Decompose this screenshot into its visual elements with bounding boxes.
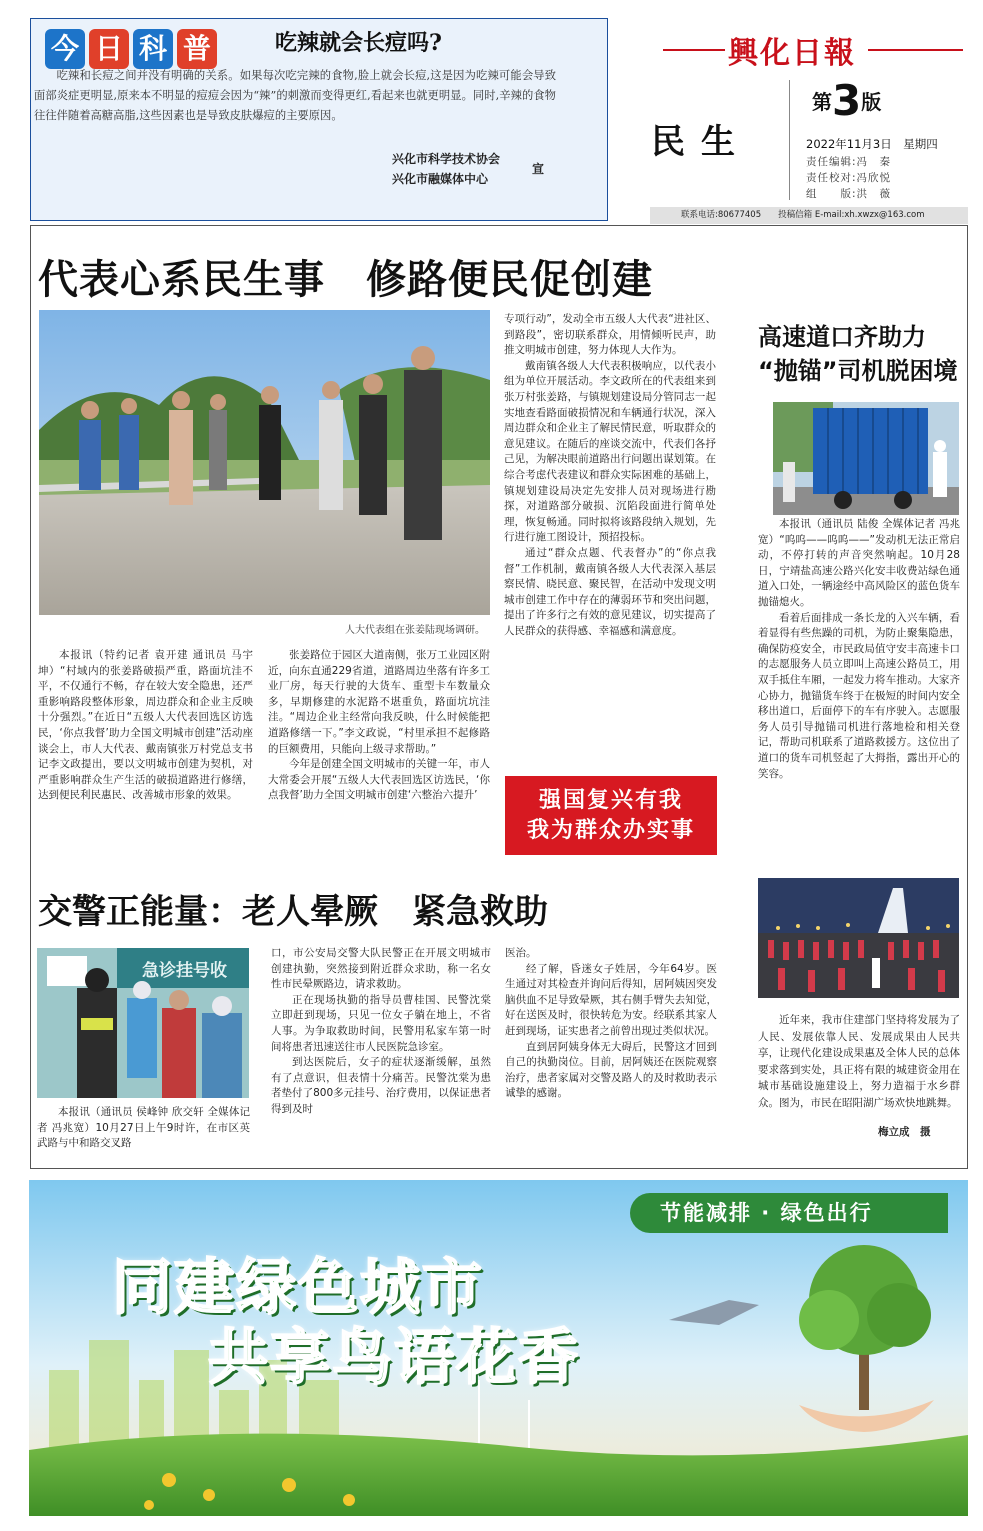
science-tile-3: 科: [133, 29, 173, 69]
science-tile-4: 普: [177, 29, 217, 69]
article3-paragraph: 正在现场执勤的指导员曹桂国、民警沈棠立即赶到现场，只见一位女子躺在地上，不省人事。为争取救助时间，民警用私家车第一时间将患者迅速送往市人民医院急诊室。: [271, 993, 491, 1053]
slogan-line-2: 我为群众办实事: [526, 818, 695, 843]
article2-headline-line-2: “抛锚”司机脱困境: [758, 357, 958, 385]
square-dance-image: [758, 878, 959, 998]
slogan-line-1: 强国复兴有我: [538, 788, 683, 813]
article3-headline: 交警正能量：老人晕厥 紧急救助: [38, 892, 548, 932]
edition-number: [812, 76, 882, 125]
article1-paragraph: 通过“群众点题、代表督办”的“你点我督”工作机制，戴南镇各级人大代表深入基层察民情、晓民意、聚民智，在活动中发现文明城市创建工作中存在的薄弱环节和突出问题，提出了许多行之有效的意见建议，切实提高了人民群众的获得感、幸福感和满意度。: [504, 546, 716, 637]
issue-date: 2022年11月3日 星期四: [806, 137, 938, 151]
article2-photo: [773, 402, 959, 515]
science-title: 吃辣就会长痘吗?: [275, 30, 442, 56]
science-tile-1: 今: [45, 29, 85, 69]
article1-column-1: [38, 648, 253, 804]
credit-proofreader: 责任校对:冯欣悦: [806, 172, 892, 184]
hospital-emergency-image: [37, 948, 249, 1098]
article1-column-3: [504, 312, 716, 639]
banner-slogan-line-1: 同建绿色城市: [112, 1253, 484, 1323]
masthead-rule-left: [663, 49, 725, 51]
article2-body: [758, 517, 960, 782]
banner-tagline: 节能减排 · 绿色出行: [630, 1193, 948, 1233]
article1-paragraph: 戴南镇各级人大代表积极响应，以代表小组为单位开展活动。李文政所在的代表组来到张万村张姜路，与镇规划建设局分管同志一起实地查看路面破损情况和车辆通行状况，深入周边群众和企业主了解民情民意，听取群众的意见建议。在随后的座谈交流中，代表们各抒己见，为解决眼前道路出行问题出谋划策。在综合考虑代表建议和群众实际困难的基础上，镇规划建设局决定先安排人员对现场进行勘探，对道路部分破损、沉陷段面进行简单处理，恢复畅通。同时拟将该路段纳入规划，先行进行施工图设计，预招投标。: [504, 359, 716, 544]
article3-column-1: [37, 1105, 250, 1152]
science-text: 吃辣和长痘之间并没有明确的关系。如果每次吃完辣的食物,脸上就会长痘,这是因为吃辣可能会导致面部炎症更明显,原来本不明显的痘痘会因为“辣”的刺激而变得更红,看起来也就更明显。同时,辛辣的食物往往伴随着高糖高脂,这些因素也是导致皮肤爆痘的主要原因。: [34, 69, 556, 122]
science-org-1: 兴化市科学技术协会: [392, 152, 501, 166]
truck-push-image: [773, 402, 959, 515]
photographer-credit: 梅立成 摄: [878, 1126, 931, 1138]
edition-prefix: 第: [812, 90, 832, 114]
article1-paragraph: 张姜路位于园区大道南侧，张万工业园区附近，向东直通229省道，道路周边坐落有许多工业厂房，每天行驶的大货车、重型卡车数量众多，早期修建的水泥路不堪重负，路面坑坑洼洼。“周边企业主经常向我反映，什么时候能把道路修缮一下。”李文政说，“村里承担不起修路的巨额费用，只能向上级寻求帮助。”: [268, 649, 490, 755]
article1-headline: 代表心系民生事 修路便民促创建: [38, 257, 653, 303]
emergency-sign-text: 急诊挂号收: [142, 961, 227, 981]
article3-column-2: [271, 946, 491, 1118]
article1-column-2: [268, 648, 490, 804]
article3-column-3: [505, 946, 717, 1102]
edition-digit: 3: [832, 76, 862, 125]
article2-paragraph: 本报讯（通讯员 陆俊 全媒体记者 冯兆宽）“呜呜——呜呜——”发动机无法正常启动，不停打转的声音突然响起。10月28日，宁靖盐高速公路兴化安丰收费站绿色通道入口处，一辆途经中高风险区的蓝色货车抛锚熄火。: [758, 518, 960, 608]
banner-slogan-line-2: 共享鸟语花香: [208, 1323, 580, 1393]
photo-story-caption: 近年来，我市住建部门坚持将发展为了人民、发展依靠人民、发展成果由人民共享，让现代化建设成果惠及全体人民的总体要求落到实处，具正将有限的城建资金用在城市基础设施建设上，努力造福于水乡群众。图为，市民在昭阳湖广场欢快地跳舞。: [758, 1014, 960, 1109]
science-org-suffix: 宣: [532, 162, 545, 176]
article2-headline-line-1: 高速道口齐助力: [758, 323, 926, 351]
article3-paragraph: 口，市公安局交警大队民警正在开展文明城市创建执勤，突然接到附近群众求助，称一名女性市民晕厥路边，请求救助。: [271, 947, 491, 991]
article3-paragraph: 到达医院后，女子的症状逐渐缓解，虽然有了点意识，但表情十分痛苦。民警沈棠为患者垫付了800多元挂号、治疗费用，以保证患者得到及时: [271, 1056, 491, 1115]
masthead-divider: [789, 80, 790, 200]
edition-suffix: 版: [861, 90, 882, 114]
newspaper-logo: 興化日報: [728, 36, 856, 71]
article1-photo-caption: 人大代表组在张姜陆现场调研。: [345, 625, 485, 636]
article3-paragraph: 经了解，昏迷女子姓居，今年64岁。医生通过对其检查并询问后得知，居阿姨因突发脑供血不足导致晕厥，其右侧手臂失去知觉，好在送医及时，很快转危为安。经联系其家人赶到现场，证实患者之前曾出现过类似状况。: [505, 962, 717, 1037]
article3-paragraph: 本报讯（通讯员 侯峰钟 欣交轩 全媒体记者 冯兆宽）10月27日上午9时许，在市区英武路与中和路交叉路: [37, 1106, 250, 1150]
contact-bar: 联系电话:80677405 投稿信箱 E-mail:xh.xwzx@163.com: [650, 207, 968, 224]
article1-paragraph: 专项行动”，发动全市五级人大代表“进社区、到路段”，密切联系群众，用情倾听民声，助推文明城市创建，努力体现人大作为。: [504, 313, 716, 357]
article2-headline: [758, 320, 968, 388]
article2-paragraph: 看着后面排成一条长龙的入兴车辆，看着显得有些焦躁的司机，为防止聚集隐患，确保防疫安全，市民政局值守安丰高速卡口的志愿服务人员立即叫上高速公路员工，用双手抵住车厢，一起发力将车推动。大家齐心协力，抛锚货车终于在极短的时间内安全移出道口，后面停下的车有序驶入。志愿服务人员引导抛锚司机进行落地检和相关登记，帮助司机联系了道路救援方。这位出了道口的货车司机竖起了大拇指，露出开心的笑容。: [758, 611, 960, 780]
masthead-rule-right: [868, 49, 963, 51]
article1-paragraph: 本报讯（特约记者 袁开建 通讯员 马宇坤）“村域内的张姜路破损严重，路面坑洼不平，不仅通行不畅，存在较大安全隐患，还严重影响路段整体形象，周边群众和企业主反映十分强烈。”在近日“五级人大代表回选区访选民，‘你点我督’助力全国文明城市创建”活动座谈会上，市人大代表、戴南镇张万村党总支书记李文政提出，要以文明城市创建为契机，对严重影响群众生产生活的破损道路进行修缮，达到便民利民惠民、改善城市形象的效果。: [38, 649, 253, 802]
article3-paragraph: 医治。: [505, 947, 537, 959]
article3-photo: [37, 948, 249, 1098]
credit-layout: 组 版:洪 薇: [806, 188, 892, 200]
section-name: 民生: [651, 122, 751, 162]
delegates-inspect-road-image: [39, 310, 490, 615]
credit-editor: 责任编辑:冯 秦: [806, 156, 892, 168]
slogan-box: [505, 776, 717, 855]
article3-paragraph: 直到居阿姨身体无大碍后，民警这才回到自己的执勤岗位。目前，居阿姨还在医院观察治疗，患者家属对交警及路人的及时救助表示诚挚的感谢。: [505, 1040, 717, 1100]
science-org-2: 兴化市融媒体中心: [392, 172, 489, 186]
science-tile-2: 日: [89, 29, 129, 69]
article1-photo: [39, 310, 490, 615]
article1-paragraph: 今年是创建全国文明城市的关键一年，市人大常委会开展“五级人大代表回选区访选民，‘你点我督’助力全国文明城市创建‘六整治六提升’: [268, 758, 490, 802]
square-dance-photo: [758, 878, 959, 998]
